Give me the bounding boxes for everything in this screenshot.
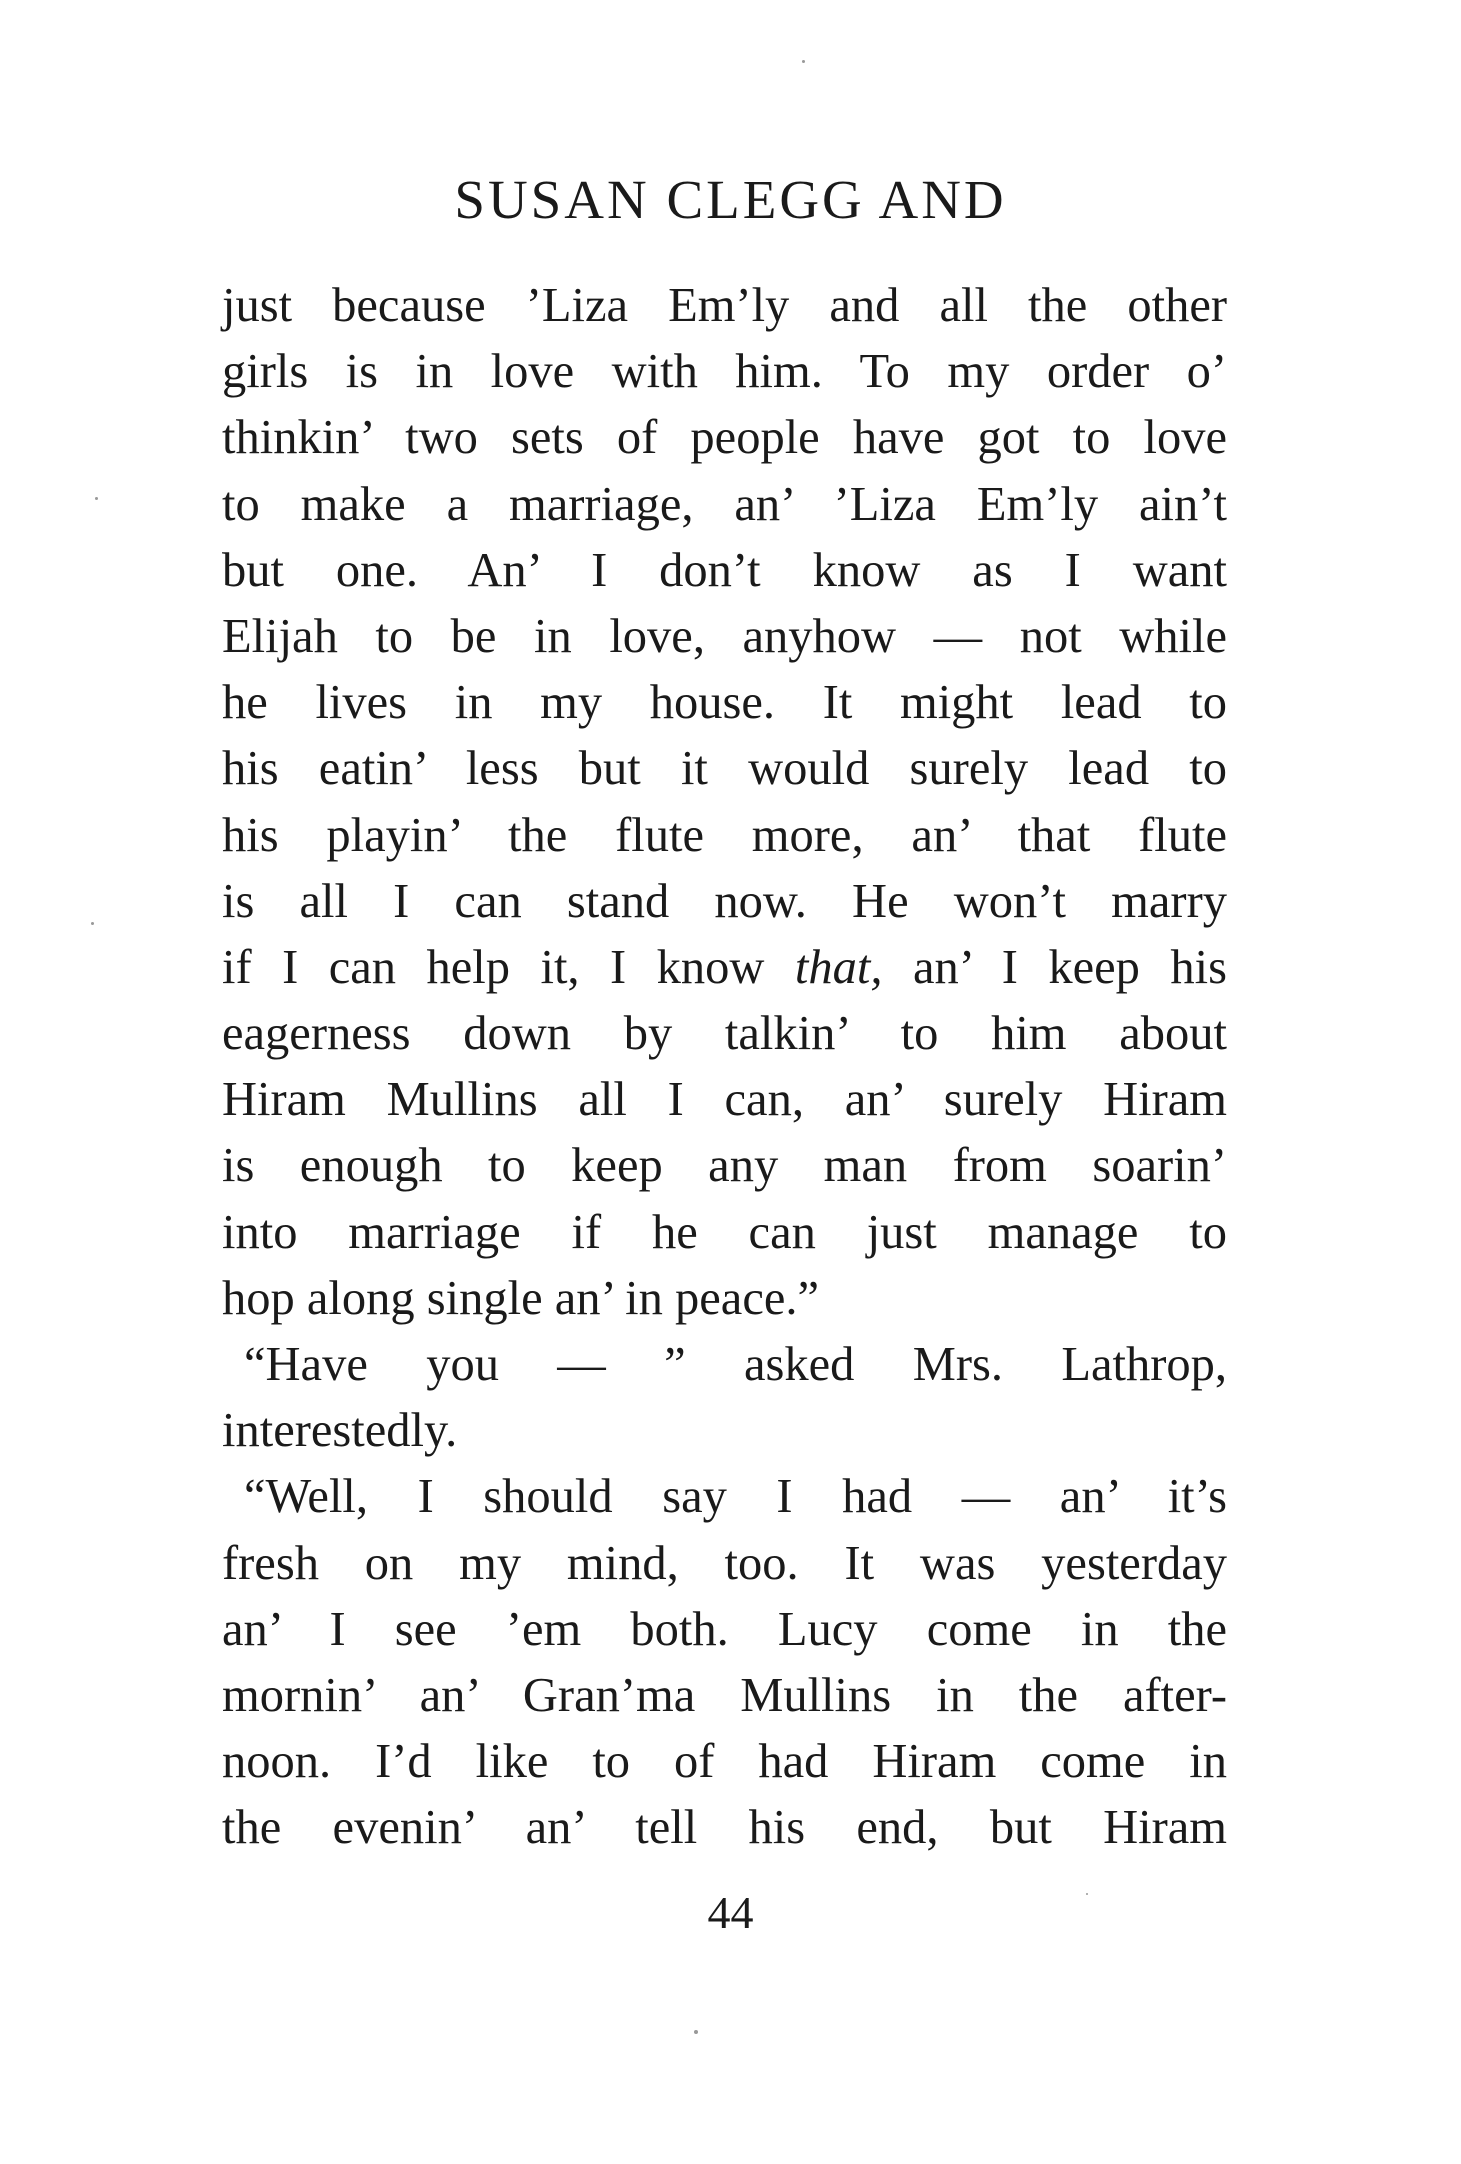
- text-line: his playin’ the flute more, an’ that flute: [222, 808, 1227, 862]
- text-line: eagerness down by talkin’ to him about: [222, 1007, 1227, 1061]
- text-line: his eatin’ less but it would surely lead to: [222, 742, 1227, 796]
- text-line: is all I can stand now. He won’t marry: [222, 874, 1227, 928]
- text-line: Hiram Mullins all I can, an’ surely Hiram: [222, 1073, 1227, 1127]
- text-line: girls is in love with him. To my order o’: [222, 345, 1227, 399]
- text-line: he lives in my house. It might lead to: [222, 676, 1227, 730]
- text-line: just because ’Liza Em’ly and all the other: [222, 279, 1227, 332]
- text-line: noon. I’d like to of had Hiram come in: [222, 1735, 1227, 1789]
- text-line: Elijah to be in love, anyhow — not while: [222, 609, 1227, 663]
- paper-speck: [1086, 1893, 1088, 1895]
- text-line: but one. An’ I don’t know as I want: [222, 543, 1227, 597]
- paper-speck: [91, 922, 94, 925]
- text-line: mornin’ an’ Gran’ma Mullins in the after-: [222, 1668, 1227, 1722]
- paper-speck: [95, 497, 98, 500]
- paper-speck: [802, 60, 805, 63]
- text-line: fresh on my mind, too. It was yesterday: [222, 1536, 1227, 1590]
- text-line: interestedly.: [222, 1404, 458, 1458]
- text-line: “Well, I should say I had — an’ it’s: [244, 1470, 1227, 1524]
- text-line: an’ I see ’em both. Lucy come in the: [222, 1602, 1227, 1656]
- text-line-italic-word: if I can help it, I know that, an’ I keep his: [222, 940, 1227, 994]
- paper-speck: [694, 2030, 698, 2034]
- text-line: into marriage if he can just manage to: [222, 1205, 1227, 1259]
- running-head: SUSAN CLEGG AND: [454, 169, 1007, 230]
- text-line: is enough to keep any man from soarin’: [222, 1139, 1227, 1193]
- page-number: 44: [707, 1887, 754, 1938]
- body-text: [222, 273, 1227, 1862]
- text-line: “Have you — ” asked Mrs. Lathrop,: [244, 1338, 1227, 1391]
- text-line: hop along single an’ in peace.”: [222, 1271, 820, 1325]
- text-line: the evenin’ an’ tell his end, but Hiram: [222, 1801, 1227, 1855]
- text-line: thinkin’ two sets of people have got to love: [222, 411, 1227, 465]
- text-line: to make a marriage, an’ ’Liza Em’ly ain’t: [222, 477, 1227, 531]
